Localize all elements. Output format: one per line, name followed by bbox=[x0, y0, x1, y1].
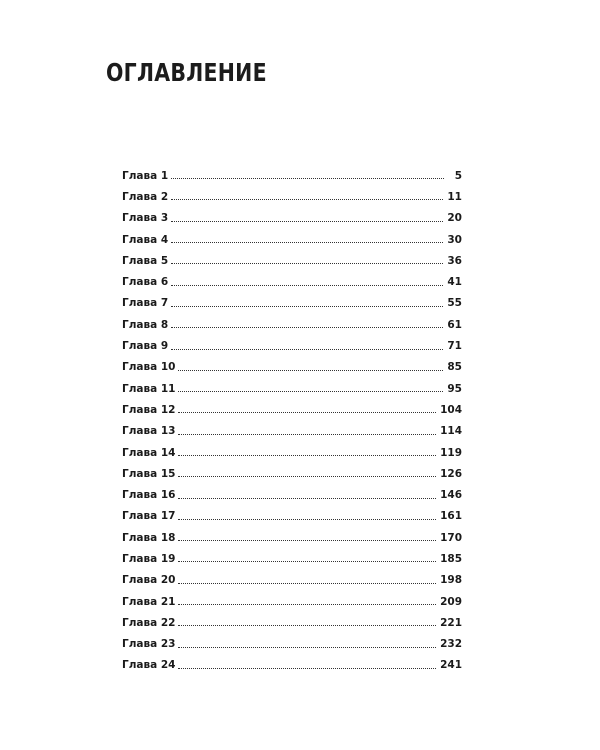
toc-dot-leader bbox=[171, 339, 443, 350]
toc-entry-page-number: 146 bbox=[440, 489, 462, 502]
toc-dot-leader bbox=[178, 509, 436, 520]
toc-entry-label: Глава 17 bbox=[122, 510, 176, 523]
toc-dot-leader bbox=[171, 232, 443, 243]
toc-entry-label: Глава 3 bbox=[122, 212, 169, 225]
toc-entry[interactable] bbox=[122, 484, 462, 505]
toc-entry-label: Глава 23 bbox=[122, 638, 176, 651]
toc-entry[interactable] bbox=[122, 570, 462, 591]
toc-dot-leader bbox=[178, 381, 443, 392]
toc-dot-leader bbox=[171, 317, 443, 328]
toc-entry[interactable] bbox=[122, 442, 462, 463]
toc-entry[interactable] bbox=[122, 591, 462, 612]
toc-entry-page-number: 161 bbox=[440, 510, 462, 523]
toc-dot-leader bbox=[178, 488, 436, 499]
toc-entry-page-number: 221 bbox=[440, 616, 462, 629]
toc-dot-leader bbox=[178, 615, 436, 626]
toc-entry[interactable] bbox=[122, 634, 462, 655]
toc-dot-leader bbox=[178, 424, 436, 435]
toc-entry-label: Глава 15 bbox=[122, 467, 176, 480]
toc-entry-page-number: 36 bbox=[447, 254, 462, 267]
toc-entry-page-number: 126 bbox=[440, 467, 462, 480]
toc-entry-label: Глава 5 bbox=[122, 254, 169, 267]
toc-entry-label: Глава 4 bbox=[122, 233, 169, 246]
toc-entry-label: Глава 13 bbox=[122, 425, 176, 438]
toc-dot-leader bbox=[171, 211, 443, 222]
toc-entry-page-number: 61 bbox=[447, 318, 462, 331]
toc-entry-label: Глава 24 bbox=[122, 659, 176, 672]
toc-entry-label: Глава 1 bbox=[122, 169, 169, 182]
toc-dot-leader bbox=[178, 551, 436, 562]
toc-entry[interactable] bbox=[122, 271, 462, 292]
table-of-contents bbox=[122, 165, 462, 676]
toc-entry[interactable] bbox=[122, 293, 462, 314]
toc-entry-label: Глава 12 bbox=[122, 403, 176, 416]
toc-entry-page-number: 119 bbox=[440, 446, 462, 459]
toc-dot-leader bbox=[178, 573, 436, 584]
toc-entry-label: Глава 2 bbox=[122, 190, 169, 203]
toc-dot-leader bbox=[178, 466, 436, 477]
toc-entry-page-number: 104 bbox=[440, 403, 462, 416]
toc-entry-page-number: 232 bbox=[440, 638, 462, 651]
toc-entry[interactable] bbox=[122, 421, 462, 442]
toc-entry-label: Глава 10 bbox=[122, 361, 176, 374]
toc-entry-page-number: 20 bbox=[447, 212, 462, 225]
toc-entry[interactable] bbox=[122, 506, 462, 527]
toc-dot-leader bbox=[171, 168, 444, 179]
toc-entry-page-number: 170 bbox=[440, 531, 462, 544]
toc-entry-page-number: 185 bbox=[440, 552, 462, 565]
toc-dot-leader bbox=[171, 275, 443, 286]
toc-entry-label: Глава 14 bbox=[122, 446, 176, 459]
toc-entry[interactable] bbox=[122, 229, 462, 250]
toc-dot-leader bbox=[178, 658, 436, 669]
toc-entry[interactable] bbox=[122, 165, 462, 186]
toc-dot-leader bbox=[178, 594, 436, 605]
toc-entry-page-number: 85 bbox=[447, 361, 462, 374]
toc-entry-label: Глава 9 bbox=[122, 340, 169, 353]
toc-entry[interactable] bbox=[122, 548, 462, 569]
toc-entry-label: Глава 18 bbox=[122, 531, 176, 544]
toc-entry-page-number: 241 bbox=[440, 659, 462, 672]
toc-entry[interactable] bbox=[122, 527, 462, 548]
toc-entry[interactable] bbox=[122, 208, 462, 229]
toc-dot-leader bbox=[171, 253, 443, 264]
toc-dot-leader bbox=[171, 189, 443, 200]
toc-entry-page-number: 198 bbox=[440, 574, 462, 587]
toc-entry-page-number: 5 bbox=[454, 169, 462, 182]
toc-entry-label: Глава 22 bbox=[122, 616, 176, 629]
toc-entry-label: Глава 20 bbox=[122, 574, 176, 587]
toc-entry[interactable] bbox=[122, 357, 462, 378]
toc-dot-leader bbox=[178, 445, 436, 456]
toc-entry[interactable] bbox=[122, 655, 462, 676]
toc-entry-page-number: 55 bbox=[447, 297, 462, 310]
toc-entry-label: Глава 11 bbox=[122, 382, 176, 395]
toc-dot-leader bbox=[171, 296, 443, 307]
toc-entry[interactable] bbox=[122, 250, 462, 271]
toc-entry[interactable] bbox=[122, 463, 462, 484]
toc-dot-leader bbox=[178, 530, 436, 541]
toc-entry-page-number: 95 bbox=[447, 382, 462, 395]
toc-entry-label: Глава 21 bbox=[122, 595, 176, 608]
toc-entry-label: Глава 16 bbox=[122, 489, 176, 502]
toc-entry-page-number: 71 bbox=[447, 340, 462, 353]
toc-dot-leader bbox=[178, 637, 436, 648]
toc-dot-leader bbox=[178, 402, 436, 413]
toc-entry[interactable] bbox=[122, 612, 462, 633]
toc-entry[interactable] bbox=[122, 314, 462, 335]
toc-entry-page-number: 209 bbox=[440, 595, 462, 608]
toc-entry-label: Глава 7 bbox=[122, 297, 169, 310]
toc-entry[interactable] bbox=[122, 335, 462, 356]
toc-entry-page-number: 30 bbox=[447, 233, 462, 246]
page-title: ОГЛАВЛЕНИЕ bbox=[106, 58, 267, 87]
toc-entry-label: Глава 6 bbox=[122, 276, 169, 289]
toc-entry[interactable] bbox=[122, 399, 462, 420]
toc-entry-label: Глава 8 bbox=[122, 318, 169, 331]
toc-entry-page-number: 41 bbox=[447, 276, 462, 289]
toc-dot-leader bbox=[178, 360, 443, 371]
toc-entry[interactable] bbox=[122, 378, 462, 399]
toc-entry-page-number: 114 bbox=[440, 425, 462, 438]
toc-entry-page-number: 11 bbox=[447, 190, 462, 203]
toc-entry[interactable] bbox=[122, 186, 462, 207]
toc-entry-label: Глава 19 bbox=[122, 552, 176, 565]
